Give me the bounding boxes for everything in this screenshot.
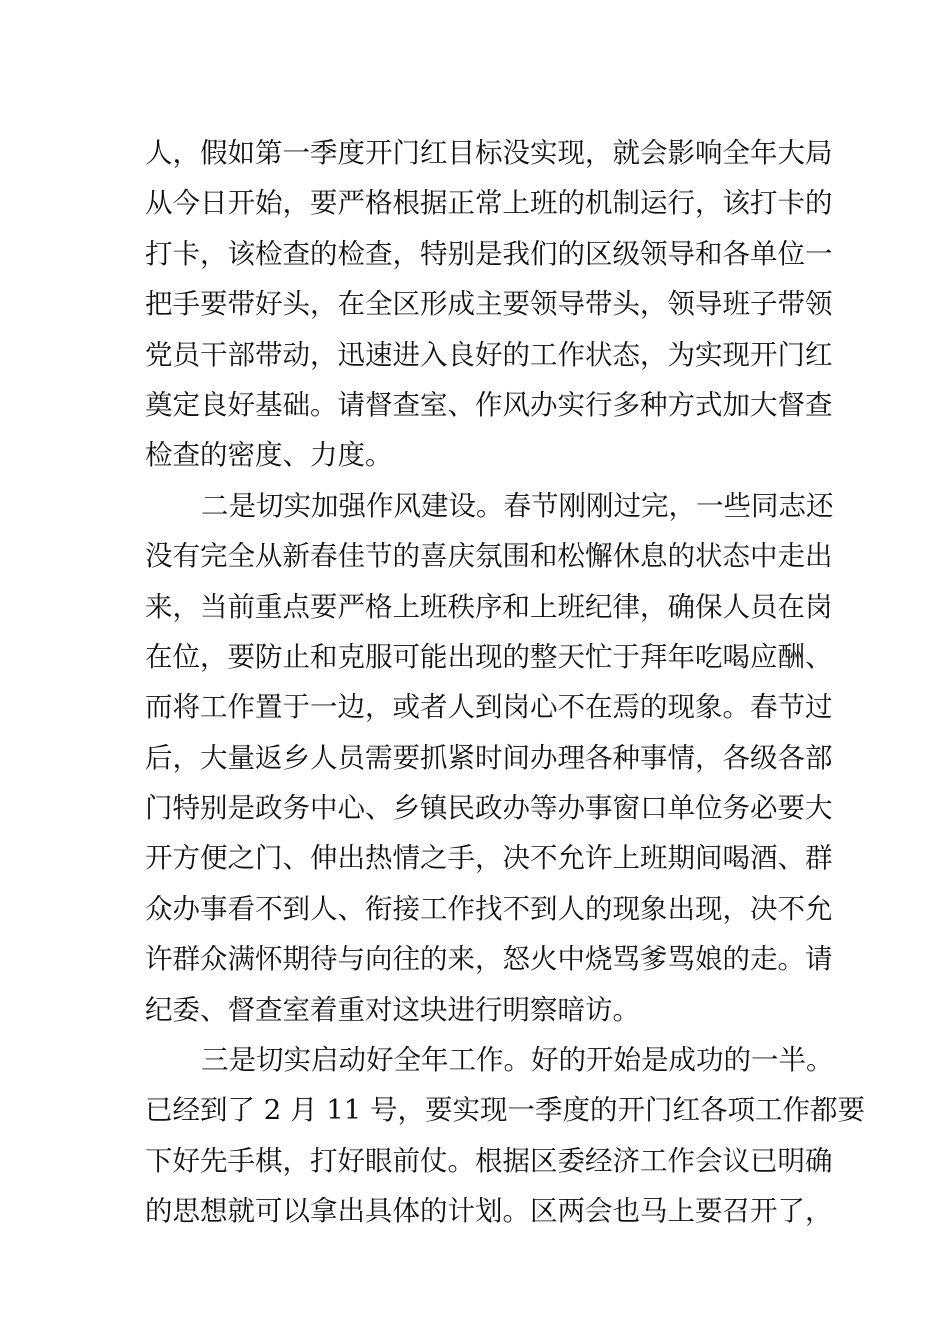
text-line: 打卡，该检查的检查，特别是我们的区级领导和各单位一	[145, 237, 833, 270]
text-line: 许群众满怀期待与向往的来，怒火中烧骂爹骂娘的走。请	[145, 943, 833, 976]
paragraph-2	[145, 481, 834, 1035]
text-line: 后，大量返乡人员需要抓紧时间办理各种事情，各级各部	[145, 741, 833, 774]
text-line: 众办事看不到人、衔接工作找不到人的现象出现，决不允	[145, 892, 833, 925]
text-line: 门特别是政务中心、乡镇民政办等办事窗口单位务必要大	[145, 792, 833, 825]
text-line: 来，当前重点要严格上班秩序和上班纪律，确保人员在岗	[145, 590, 833, 623]
text-line: 已经到了 2 月 11 号，要实现一季度的开门红各项工作都要	[145, 1094, 865, 1127]
text-line: 人，假如第一季度开门红目标没实现，就会影响全年大局	[145, 137, 833, 169]
text-line: 二是切实加强作风建设。春节刚刚过完，一些同志还	[201, 489, 834, 522]
text-line: 在位，要防止和克服可能出现的整天忙于拜年吃喝应酬、	[145, 640, 833, 673]
text-line: 从今日开始，要严格根据正常上班的机制运行，该打卡的	[145, 187, 833, 220]
text-line: 没有完全从新春佳节的喜庆氛围和松懈休息的状态中走出	[145, 540, 833, 573]
text-line: 三是切实启动好全年工作。好的开始是成功的一半。	[201, 1044, 834, 1077]
text-line: 奠定良好基础。请督查室、作风办实行多种方式加大督查	[145, 388, 833, 421]
text-line: 而将工作置于一边，或者人到岗心不在焉的现象。春节过	[145, 691, 833, 724]
text-line: 开方便之门、伸出热情之手，决不允许上班期间喝酒、群	[145, 842, 833, 875]
text-line: 检查的密度、力度。	[145, 439, 393, 472]
text-line: 党员干部带动，迅速进入良好的工作状态，为实现开门红	[145, 338, 833, 371]
text-line: 下好先手棋，打好眼前仗。根据区委经济工作会议已明确	[145, 1144, 833, 1177]
document-body	[145, 128, 865, 1237]
text-line: 的思想就可以拿出具体的计划。区两会也马上要召开了，	[145, 1195, 833, 1228]
paragraph-1	[145, 128, 833, 481]
text-line: 纪委、督查室着重对这块进行明察暗访。	[145, 993, 640, 1026]
paragraph-3	[145, 1035, 865, 1237]
text-line: 把手要带好头，在全区形成主要领导带头，领导班子带领	[145, 288, 833, 321]
